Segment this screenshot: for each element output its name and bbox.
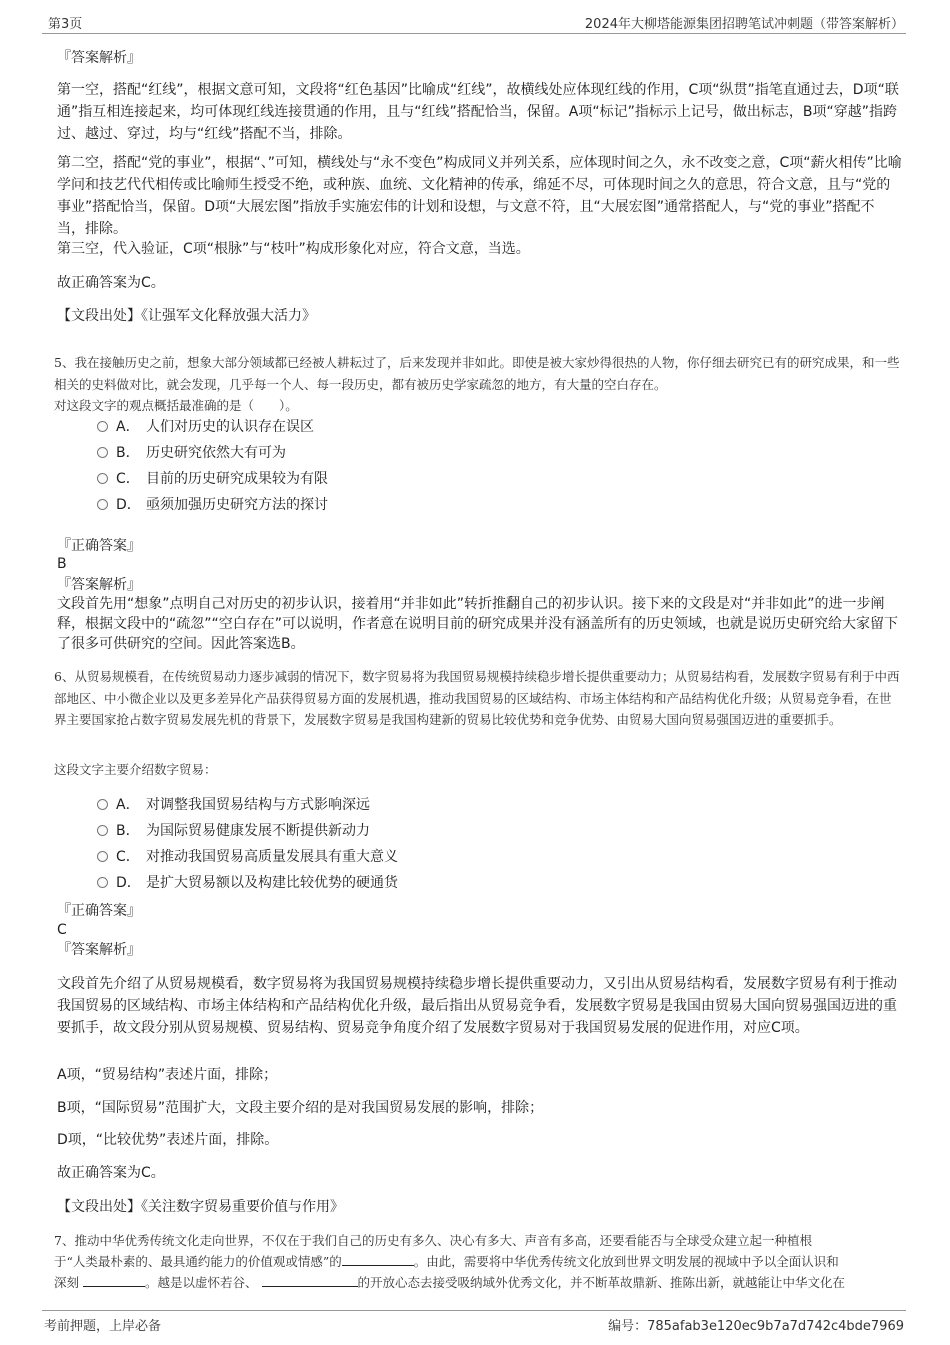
q7-line-2: 于“人类最朴素的、最具通约能力的价值观或情感”的 。由此，需要将中华优秀传统文化放到世界文明发展的视域中予以全面认识和 <box>54 1254 839 1269</box>
q6-answer-label: 『正确答案』 <box>57 903 141 919</box>
answer-blank-1[interactable] <box>342 1253 414 1266</box>
q5-option-d[interactable]: D． 亟须加强历史研究方法的探讨 <box>97 495 328 515</box>
q6-exclude-b: B项，“国际贸易”范围扩大，文段主要介绍的是对我国贸易发展的影响，排除； <box>57 1100 544 1116</box>
radio-icon[interactable] <box>97 447 108 458</box>
q6-analysis: 文段首先介绍了从贸易规模看，数字贸易将为我国贸易规模持续稳步增长提供重要动力，又引出从贸易结构看，发展数字贸易有利于推动我国贸易的区域结构、市场主体结构和产品结构优化升级，最后指出从贸易竞争看，发展数字贸易是我国由贸易大国向贸易强国迈进的重要抓手，故文段分别从贸易规模、贸易结构、贸易竞争角度介绍了发展数字贸易对于我国贸易发展的促进作用，对应C项。 <box>57 976 897 1036</box>
q4-analysis-para1: 第一空，搭配“红线”，根据文意可知，文段将“红色基因”比喻成“红线”，故横线处应体现红线的作用，C项“纵贯”指笔直通过去，D项“联通”指互相连接起来，均可体现红线连接贯通的作用，且与“红线”搭配恰当，保留。A项“标记”指标示上记号，做出标志，B项“穿越”指跨过、越过、穿过，均与“红线”搭配不当，排除。 <box>57 82 899 142</box>
q6-analysis-label: 『答案解析』 <box>57 942 141 958</box>
page-header <box>42 11 906 34</box>
q7-line-3: 深刻 。越是以虚怀若谷、 的开放心态去接受吸纳域外优秀文化，并不断革故鼎新、推陈出新，就越能让中华文化在 <box>54 1275 846 1290</box>
q4-analysis-label: 『答案解析』 <box>57 50 141 66</box>
q6-source: 【文段出处】《关注数字贸易重要价值与作用》 <box>57 1199 344 1215</box>
q5-stem: 5、我在接触历史之前，想象大部分领域都已经被人耕耘过了，后来发现并非如此。即使是被大家炒得很热的人物，你仔细去研究已有的研究成果，和一些相关的史料做对比，就会发现，几乎每一个人、每一段历史，都有被历史学家疏忽的地方，有大量的空白存在。 <box>54 355 900 392</box>
radio-icon[interactable] <box>97 877 108 888</box>
q5-answer-label: 『正确答案』 <box>57 538 141 554</box>
radio-icon[interactable] <box>97 799 108 810</box>
radio-icon[interactable] <box>97 499 108 510</box>
document-id: 编号：785afab3e120ec9b7a7d742c4bde7969 <box>608 1319 904 1334</box>
q6-exclude-a: A项，“贸易结构”表述片面，排除； <box>57 1067 278 1083</box>
document-title: 2024年大柳塔能源集团招聘笔试冲刺题（带答案解析） <box>584 17 904 32</box>
radio-icon[interactable] <box>97 851 108 862</box>
radio-icon[interactable] <box>97 473 108 484</box>
q4-analysis-para2: 第二空，搭配“党的事业”，根据“、”可知，横线处与“永不变色”构成同义并列关系，应体现时间之久，永不改变之意，C项“薪火相传”比喻学问和技艺代代相传或比喻师生授受不绝，或种族、血统、文化精神的传承，绵延不尽，可体现时间之久的意思，符合文意，且与“党的事业”搭配恰当，保留。D项“大展宏图”指放手实施宏伟的计划和设想，与文意不符，且“大展宏图”通常搭配人，与“党的事业”搭配不当，排除。 <box>57 155 902 237</box>
q5-analysis: 文段首先用“想象”点明自己对历史的初步认识，接着用“并非如此”转折推翻自己的初步认识。接下来的文段是对“并非如此”的进一步阐释，根据文段中的“疏忽”“空白存在”可以说明，作者意在说明目前的研究成果并没有涵盖所有的历史领域，也就是说历史研究给大家留下了很多可供研究的空间。因此答案选B。 <box>57 596 899 652</box>
q5-analysis-label: 『答案解析』 <box>57 577 141 593</box>
q6-stem: 6、从贸易规模看，在传统贸易动力逐步减弱的情况下，数字贸易将为我国贸易规模持续稳步增长提供重要动力；从贸易结构看，发展数字贸易有利于中西部地区、中小微企业以及更多差异化产品获得贸易方面的发展机遇，推动我国贸易的区域结构、市场主体结构和产品结构优化升级；从贸易竞争看，在世界主要国家抢占数字贸易发展先机的背景下，发展数字贸易是我国构建新的贸易比较优势和竞争优势、由贸易大国向贸易强国迈进的重要抓手。 <box>54 669 900 727</box>
q5-option-b[interactable]: B． 历史研究依然大有可为 <box>97 443 286 463</box>
q5-question: 对这段文字的观点概括最准确的是（ ）。 <box>54 398 298 413</box>
q6-exclude-d: D项，“比较优势”表述片面，排除。 <box>57 1132 279 1148</box>
q6-answer: C <box>57 922 67 938</box>
q5-option-a[interactable]: A． 人们对历史的认识存在误区 <box>97 417 314 437</box>
q5-option-c[interactable]: C． 目前的历史研究成果较为有限 <box>97 469 328 489</box>
q5-answer: B <box>57 556 67 572</box>
page-footer <box>42 1310 906 1333</box>
q4-source: 【文段出处】《让强军文化释放强大活力》 <box>57 308 316 324</box>
answer-blank-2[interactable] <box>83 1274 145 1287</box>
page-number: 第3页 <box>48 17 83 32</box>
q7-line-1: 7、推动中华优秀传统文化走向世界，不仅在于我们自己的历史有多久、决心有多大、声音有多高，还要看能否与全球受众建立起一种植根 <box>54 1233 812 1248</box>
q4-conclusion: 故正确答案为C。 <box>57 275 165 291</box>
q6-conclusion: 故正确答案为C。 <box>57 1165 165 1181</box>
footer-slogan: 考前押题，上岸必备 <box>44 1319 162 1334</box>
q4-analysis-para3: 第三空，代入验证，C项“根脉”与“枝叶”构成形象化对应，符合文意，当选。 <box>57 241 530 257</box>
q6-option-b[interactable]: B． 为国际贸易健康发展不断提供新动力 <box>97 821 370 841</box>
q6-question: 这段文字主要介绍数字贸易： <box>54 762 217 777</box>
radio-icon[interactable] <box>97 421 108 432</box>
radio-icon[interactable] <box>97 825 108 836</box>
q6-option-d[interactable]: D． 是扩大贸易额以及构建比较优势的硬通货 <box>97 873 398 893</box>
q6-option-a[interactable]: A． 对调整我国贸易结构与方式影响深远 <box>97 795 370 815</box>
q6-option-c[interactable]: C． 对推动我国贸易高质量发展具有重大意义 <box>97 847 398 867</box>
answer-blank-3[interactable] <box>262 1274 358 1287</box>
